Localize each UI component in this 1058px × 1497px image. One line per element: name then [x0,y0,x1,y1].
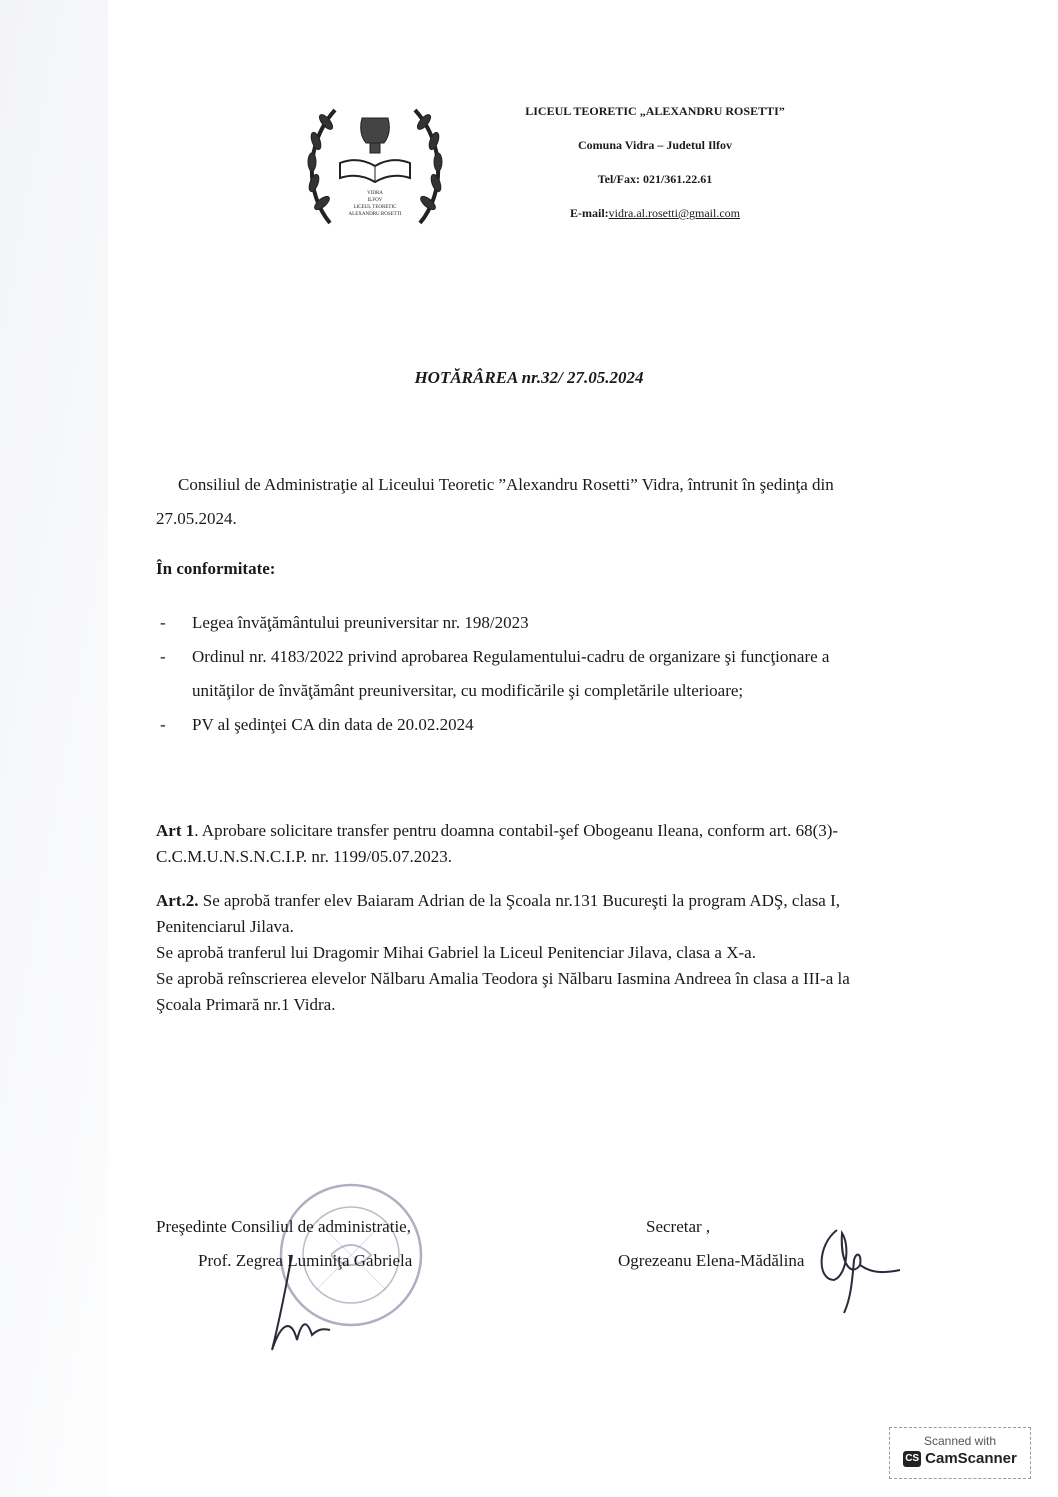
camscanner-top-text: Scanned with [923,1434,997,1448]
camscanner-icon: CS [903,1451,921,1467]
president-role: Preşedinte Consiliul de administratie, [156,1217,411,1236]
legal-basis-list [156,606,896,742]
school-name: LICEUL TEORETIC „ALEXANDRU ROSETTI” [525,104,785,118]
secretary-signature-block [618,1210,804,1278]
logo-text: LICEUL TEORETIC [353,205,397,210]
article-1 [156,818,896,870]
article-1-text: . Aprobare solicitare transfer pentru doamna contabil-şef Obogeanu Ileana, conform art. 68(3)-C.C.M.U.N.S.N.C.I.P. nr. 1199/05.07.2023. [156,821,839,866]
article-2-line: Se aprobă reînscrierea elevelor Nălbaru Amalia Teodora şi Nălbaru Iasmina Andreea în clasa a III-a la Şcoala Primară nr.1 Vidra. [156,969,850,1014]
decision-title: HOTĂRÂREA nr.32/ 27.05.2024 [414,368,644,387]
conformity-heading: În conformitate: [156,559,276,578]
camscanner-watermark [889,1427,1031,1479]
list-item: - Legea învăţământului preuniversitar nr. 198/2023 [156,606,896,640]
school-phone: Tel/Fax: 021/361.22.61 [597,172,713,186]
secretary-name: Ogrezeanu Elena-Mădălina [618,1251,805,1270]
letterhead [470,94,840,230]
email-label: E-mail: [569,206,609,220]
secretary-signature [812,1225,902,1315]
list-item: - Ordinul nr. 4183/2022 privind aprobarea Regulamentului-cadru de organizare şi funcţionare a unităţilor de învăţământ preuniversitar, cu modificările şi completările ulterioare; [156,640,896,708]
email-value: vidra.al.rosetti@gmail.com [608,206,741,220]
article-2-label: Art.2. [156,891,199,910]
school-logo [300,88,450,238]
article-1-label: Art 1 [156,821,195,840]
intro-paragraph: Consiliul de Administraţie al Liceului Teoretic ”Alexandru Rosetti” Vidra, întrunit în şedinţa din 27.05.2024. [156,475,834,528]
president-signature-block [156,1210,412,1278]
article-2-line: Se aprobă tranfer elev Baiaram Adrian de la Şcoala nr.131 Bucureşti la program ADŞ, clasa I, Penitenciarul Jilava. [156,891,841,936]
school-email [470,196,840,230]
logo-text: ILFOV [367,198,383,203]
camscanner-name: CamScanner [925,1450,1017,1467]
list-item: - PV al şedinţei CA din data de 20.02.2024 [156,708,896,742]
secretary-role: Secretar , [646,1217,711,1236]
article-2-line: Se aprobă tranferul lui Dragomir Mihai Gabriel la Liceul Penitenciar Jilava, clasa a X-a. [156,943,756,962]
school-commune: Comuna Vidra – Judetul Ilfov [577,138,733,152]
president-name: Prof. Zegrea Luminiţa Gabriela [198,1251,413,1270]
article-2 [156,888,896,1018]
logo-text: ALEXANDRU ROSETTI [348,212,402,217]
logo-text: VIDRA [367,191,383,196]
